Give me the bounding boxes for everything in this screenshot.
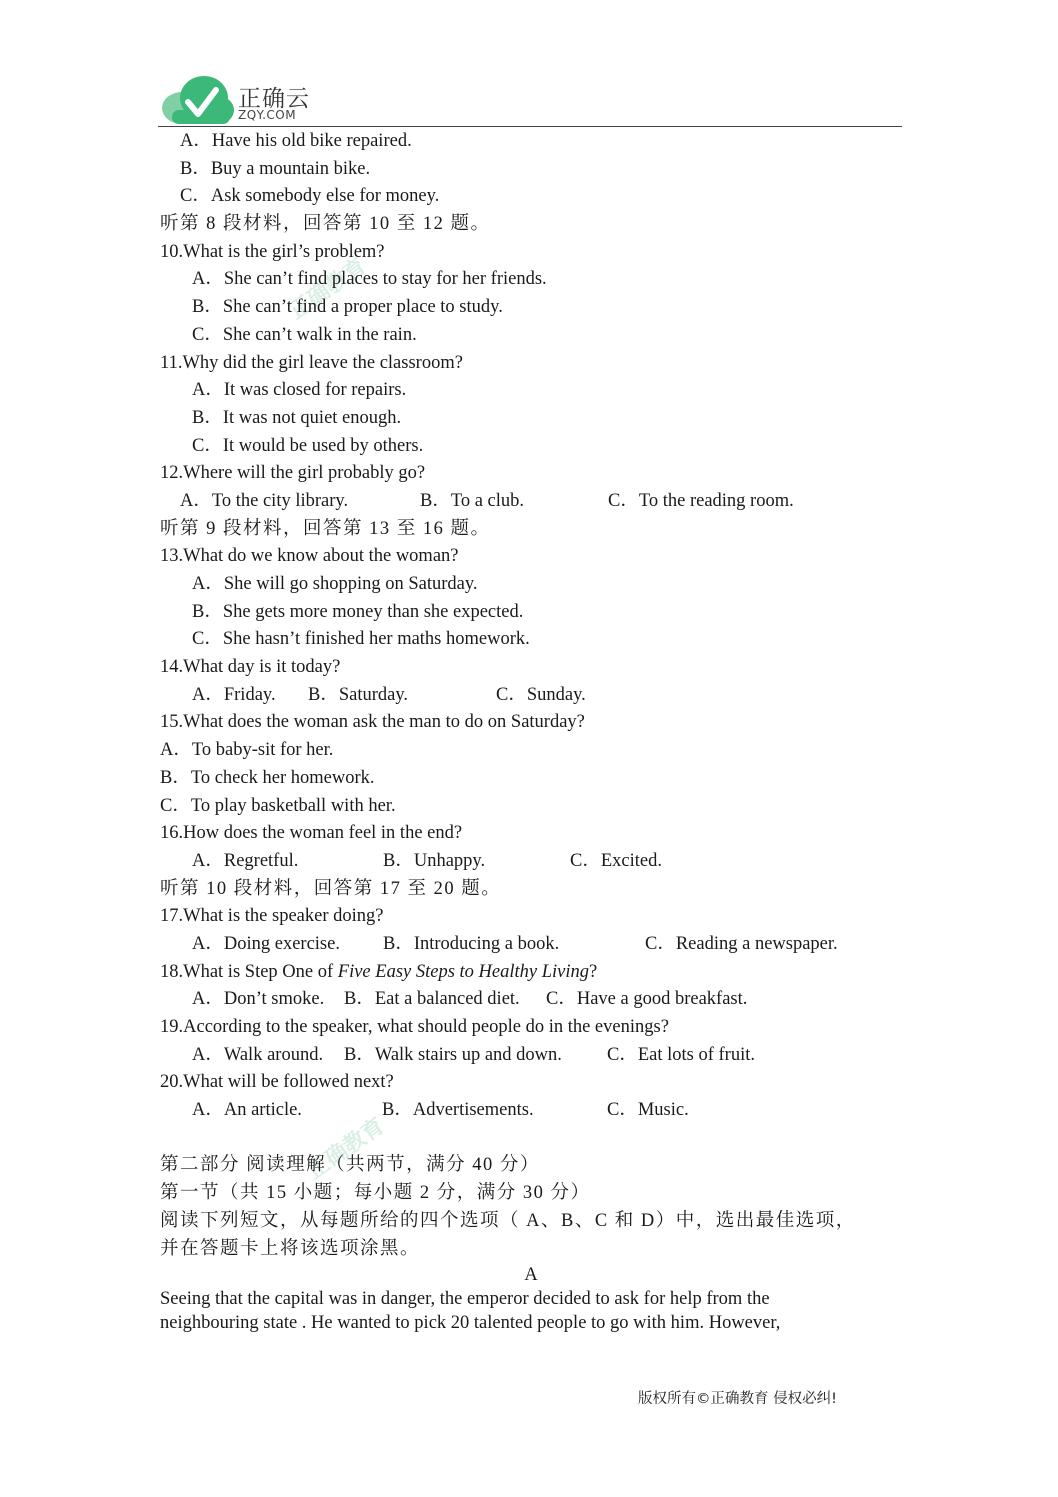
option-a: A．Friday. [192, 684, 276, 705]
question-mark: ? [589, 961, 598, 982]
option-line: A．To baby-sit for her. [160, 740, 334, 761]
options-row [160, 986, 902, 1014]
option-c: C．Eat lots of fruit. [607, 1044, 755, 1065]
passage-title: A [524, 1265, 538, 1286]
section-instruction: 听第 10 段材料，回答第 17 至 20 题。 [160, 878, 502, 899]
section-heading: 第一节（共 15 小题；每小题 2 分，满分 30 分） [160, 1183, 591, 1204]
header-divider [158, 126, 902, 127]
question-line: 17.What is the speaker doing? [160, 906, 384, 927]
copyright-footer: 版权所有©正确教育 侵权必纠! [638, 1391, 837, 1407]
question-line: 10.What is the girl’s problem? [160, 241, 385, 262]
page-header [158, 74, 902, 128]
question-line: 13.What do we know about the woman? [160, 546, 459, 567]
option-c: C．Reading a newspaper. [645, 933, 838, 954]
watermark-text: 正确教育 [284, 253, 372, 325]
question-line: 16.How does the woman feel in the end? [160, 823, 463, 844]
exam-content [160, 128, 902, 1335]
option-line: B．To check her homework. [160, 767, 375, 788]
option-a: A．To the city library. [180, 490, 349, 511]
option-line: C．It would be used by others. [192, 435, 424, 456]
option-line: B．She gets more money than she expected. [192, 601, 524, 622]
zqy-cloud-logo-icon [158, 74, 238, 126]
passage-line: neighbouring state . He wanted to pick 20 talented people to go with him. However, [160, 1313, 781, 1334]
option-b: B．Walk stairs up and down. [344, 1044, 562, 1065]
question-line: 19.According to the speaker, what should people do in the evenings? [160, 1017, 669, 1037]
question-line [160, 959, 902, 987]
reading-instruction: 阅读下列短文，从每题所给的四个选项（ A、B、C 和 D）中，选出最佳选项， [160, 1210, 856, 1231]
option-line: B．Buy a mountain bike. [180, 158, 371, 179]
option-a: A．Don’t smoke. [192, 989, 325, 1010]
question-line: 14.What day is it today? [160, 657, 341, 678]
option-c: C．Excited. [570, 850, 662, 871]
option-c: C．Sunday. [496, 684, 586, 705]
option-b: B．Introducing a book. [383, 933, 560, 954]
watermark-text: 正确教育 [302, 1113, 390, 1185]
option-line: C．She hasn’t finished her maths homework. [192, 629, 530, 650]
option-a: A．An article. [192, 1100, 302, 1121]
question-line: 20.What will be followed next? [160, 1072, 394, 1093]
brand-name-cn: 正确云 [238, 86, 310, 112]
section-instruction: 听第 9 段材料，回答第 13 至 16 题。 [160, 518, 491, 539]
options-row [160, 931, 902, 959]
section-instruction: 听第 8 段材料，回答第 10 至 12 题。 [160, 214, 491, 235]
option-line: C．Ask somebody else for money. [180, 186, 440, 207]
passage-line: Seeing that the capital was in danger, the emperor decided to ask for help from the [160, 1289, 770, 1310]
option-a: A．Doing exercise. [192, 933, 340, 954]
option-b: B．Advertisements. [382, 1100, 534, 1121]
question-text: 18.What is Step One of [160, 961, 338, 982]
options-row [160, 488, 902, 516]
option-line: A．It was closed for repairs. [192, 380, 407, 401]
option-b: B．Eat a balanced diet. [344, 989, 520, 1010]
option-b: B．Unhappy. [383, 850, 486, 871]
option-line: A．She will go shopping on Saturday. [192, 574, 478, 594]
option-line: C．To play basketball with her. [160, 795, 396, 816]
option-a: A．Walk around. [192, 1044, 324, 1065]
option-c: C．Have a good breakfast. [546, 989, 748, 1010]
brand-name-en: ZQY.COM [238, 108, 297, 122]
option-line: A．She can’t find places to stay for her friends. [192, 269, 547, 290]
option-line: C．She can’t walk in the rain. [192, 324, 417, 345]
options-row [160, 1097, 902, 1125]
question-line: 11.Why did the girl leave the classroom? [160, 352, 463, 373]
book-title: Five Easy Steps to Healthy Living [337, 961, 590, 982]
question-line: 15.What does the woman ask the man to do on Saturday? [160, 712, 585, 733]
spacer [160, 1125, 902, 1153]
options-row [160, 1042, 902, 1070]
options-row [160, 682, 902, 710]
option-line: B．It was not quiet enough. [192, 407, 402, 428]
option-c: C．To the reading room. [608, 490, 794, 511]
option-b: B．To a club. [420, 490, 525, 511]
option-c: C．Music. [607, 1100, 689, 1121]
option-line: B．She can’t find a proper place to study. [192, 297, 503, 318]
option-b: B．Saturday. [308, 684, 409, 705]
question-line: 12.Where will the girl probably go? [160, 463, 426, 484]
option-line: A．Have his old bike repaired. [180, 131, 412, 151]
options-row [160, 848, 902, 876]
reading-instruction: 并在答题卡上将该选项涂黑。 [160, 1238, 421, 1259]
part-heading: 第二部分 阅读理解（共两节，满分 40 分） [160, 1155, 540, 1176]
option-a: A．Regretful. [192, 850, 299, 871]
